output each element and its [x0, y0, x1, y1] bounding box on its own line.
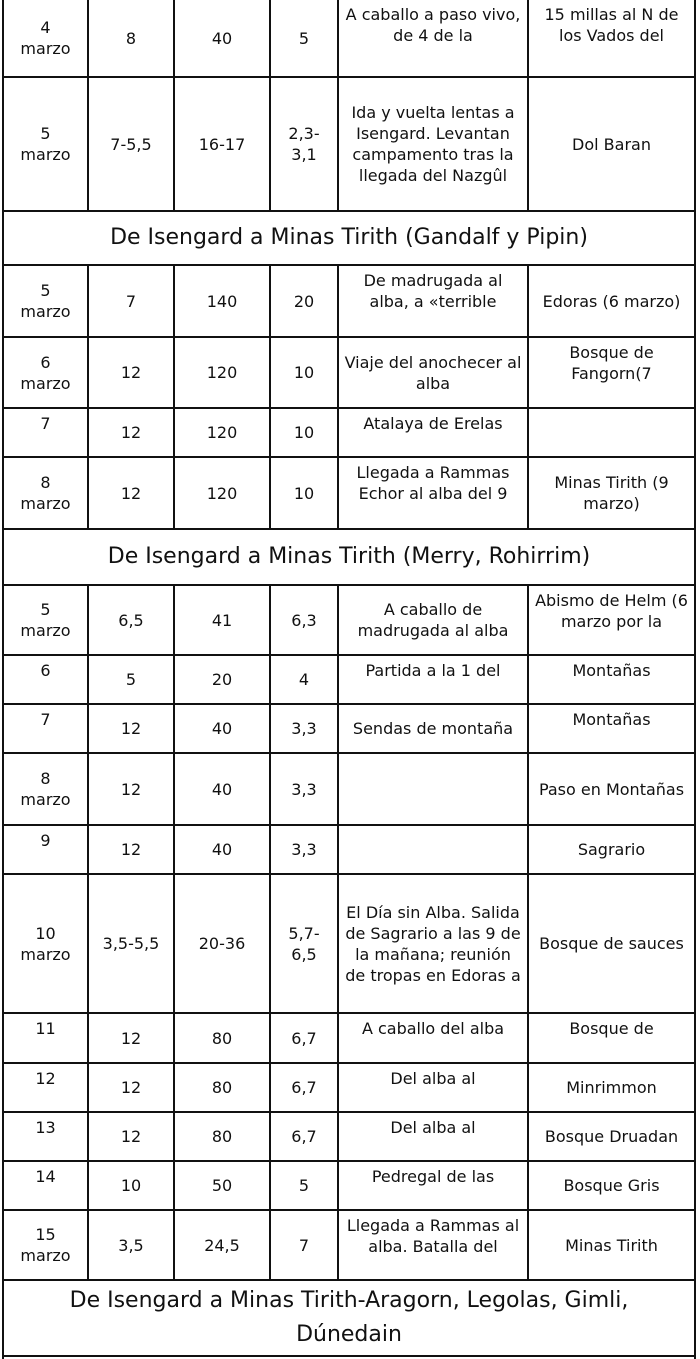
notes-cell: Llegada a Rammas al alba. Batalla del: [339, 1211, 529, 1279]
location-cell: Paso en Montañas: [538, 779, 685, 799]
date-cell: 11: [4, 1014, 89, 1062]
location-cell: Bosque de: [569, 1019, 654, 1038]
speed-cell: 6,7: [271, 1113, 339, 1160]
miles-cell: 140: [175, 266, 271, 336]
notes-cell: [339, 826, 529, 873]
notes-cell: Sendas de montaña: [339, 705, 529, 752]
date-cell: 5 marzo: [4, 586, 89, 654]
table-row: [4, 78, 694, 212]
table-row: [4, 409, 694, 458]
hours-cell: 3,5-5,5: [89, 875, 175, 1012]
speed-cell: 10: [271, 409, 339, 456]
speed-cell: 20: [271, 266, 339, 336]
hours-cell: 6,5: [89, 586, 175, 654]
date-cell: 8 marzo: [4, 754, 89, 824]
table-row: [4, 338, 694, 409]
hours-cell: 10: [89, 1162, 175, 1209]
miles-cell: 40: [175, 0, 271, 76]
notes-cell: [339, 754, 529, 824]
section-header: De Isengard a Minas Tirith (Gandalf y Pipin): [4, 212, 694, 266]
speed-cell: 6,7: [271, 1064, 339, 1111]
notes-cell: A caballo del alba: [339, 1014, 529, 1062]
notes-cell: Atalaya de Erelas: [339, 409, 529, 456]
hours-cell: 8: [89, 0, 175, 76]
location-cell: Bosque Gris: [563, 1176, 660, 1195]
miles-cell: 20-36: [175, 875, 271, 1012]
hours-cell: 12: [89, 1014, 175, 1062]
miles-cell: 80: [175, 1014, 271, 1062]
hours-cell: 3,5: [89, 1211, 175, 1279]
speed-cell: 7: [271, 1211, 339, 1279]
section-header: De Isengard a Minas Tirith-Aragorn, Legolas, Gimli, Dúnedain: [4, 1281, 694, 1357]
speed-cell: 5,7- 6,5: [271, 875, 339, 1012]
speed-cell: 10: [271, 338, 339, 407]
hours-cell: 12: [89, 705, 175, 752]
speed-cell: 4: [271, 656, 339, 703]
notes-cell: Ida y vuelta lentas a Isengard. Levantan campamento tras la llegada del Nazgûl: [339, 78, 529, 210]
location-cell: Minas Tirith: [565, 1235, 658, 1255]
date-cell: 5 marzo: [4, 78, 89, 210]
miles-cell: 50: [175, 1162, 271, 1209]
location-cell: Bosque de Fangorn(7: [569, 343, 654, 383]
notes-cell: Llegada a Rammas Echor al alba del 9: [339, 458, 529, 528]
hours-cell: 12: [89, 458, 175, 528]
hours-cell: 12: [89, 1064, 175, 1111]
miles-cell: 16-17: [175, 78, 271, 210]
date-cell: 5 marzo: [4, 266, 89, 336]
miles-cell: 24,5: [175, 1211, 271, 1279]
location-cell: Abismo de Helm (6 marzo por la: [535, 591, 688, 631]
location-cell: Minrimmon: [566, 1078, 657, 1097]
location-cell: Dol Baran: [572, 134, 651, 154]
itinerary-table: [2, 0, 696, 1359]
notes-cell: A caballo de madrugada al alba: [339, 586, 529, 654]
notes-cell: Partida a la 1 del: [339, 656, 529, 703]
location-cell: 15 millas al N de los Vados del: [544, 5, 679, 45]
miles-cell: 40: [175, 705, 271, 752]
hours-cell: 7: [89, 266, 175, 336]
location-cell: [529, 409, 694, 456]
location-cell: Sagrario: [577, 840, 646, 859]
hours-cell: 12: [89, 1113, 175, 1160]
table-row: [4, 656, 694, 705]
date-cell: 9: [4, 826, 89, 873]
table-row: [4, 458, 694, 530]
miles-cell: 20: [175, 656, 271, 703]
speed-cell: 3,3: [271, 705, 339, 752]
table-row: [4, 266, 694, 338]
miles-cell: 40: [175, 826, 271, 873]
notes-cell: A caballo a paso vivo, de 4 de la: [339, 0, 529, 76]
section-header: De Isengard a Minas Tirith (Merry, Rohirrim): [4, 530, 694, 586]
date-cell: 14: [4, 1162, 89, 1209]
location-cell: Montañas: [572, 661, 651, 680]
table-row: [4, 1064, 694, 1113]
date-cell: 6: [4, 656, 89, 703]
table-row: [4, 875, 694, 1014]
location-cell: Edoras (6 marzo): [542, 291, 681, 311]
hours-cell: 12: [89, 754, 175, 824]
speed-cell: 3,3: [271, 826, 339, 873]
notes-cell: Del alba al: [339, 1113, 529, 1160]
table-row: [4, 826, 694, 875]
table-row: [4, 1014, 694, 1064]
hours-cell: 12: [89, 338, 175, 407]
notes-cell: El Día sin Alba. Salida de Sagrario a las 9 de la mañana; reunión de tropas en Edoras a: [339, 875, 529, 1012]
date-cell: 6 marzo: [4, 338, 89, 407]
table-row: [4, 586, 694, 656]
date-cell: 4 marzo: [4, 0, 89, 76]
miles-cell: 120: [175, 338, 271, 407]
date-cell: 8 marzo: [4, 458, 89, 528]
date-cell: 15 marzo: [4, 1211, 89, 1279]
speed-cell: 10: [271, 458, 339, 528]
speed-cell: 5: [271, 1162, 339, 1209]
miles-cell: 120: [175, 458, 271, 528]
table-row: [4, 1162, 694, 1211]
hours-cell: 12: [89, 409, 175, 456]
notes-cell: Viaje del anochecer al alba: [339, 338, 529, 407]
date-cell: 13: [4, 1113, 89, 1160]
hours-cell: 7-5,5: [89, 78, 175, 210]
table-row: [4, 1211, 694, 1281]
notes-cell: Del alba al: [339, 1064, 529, 1111]
miles-cell: 40: [175, 754, 271, 824]
speed-cell: 3,3: [271, 754, 339, 824]
notes-cell: Pedregal de las: [339, 1162, 529, 1209]
date-cell: 7: [4, 705, 89, 752]
table-row: [4, 1113, 694, 1162]
location-cell: Minas Tirith (9 marzo): [554, 473, 669, 513]
date-cell: 7: [4, 409, 89, 456]
hours-cell: 12: [89, 826, 175, 873]
hours-cell: 5: [89, 656, 175, 703]
date-cell: 10 marzo: [4, 875, 89, 1012]
date-cell: 12: [4, 1064, 89, 1111]
miles-cell: 80: [175, 1064, 271, 1111]
location-cell: Bosque de sauces: [539, 934, 684, 953]
table-row: [4, 705, 694, 754]
miles-cell: 120: [175, 409, 271, 456]
speed-cell: 2,3- 3,1: [271, 78, 339, 210]
location-cell: Bosque Druadan: [544, 1127, 679, 1146]
miles-cell: 80: [175, 1113, 271, 1160]
notes-cell: De madrugada al alba, a «terrible: [339, 266, 529, 336]
miles-cell: 41: [175, 586, 271, 654]
speed-cell: 6,7: [271, 1014, 339, 1062]
speed-cell: 5: [271, 0, 339, 76]
speed-cell: 6,3: [271, 586, 339, 654]
location-cell: Montañas: [572, 710, 651, 729]
table-row: [4, 0, 694, 78]
table-row: [4, 754, 694, 826]
